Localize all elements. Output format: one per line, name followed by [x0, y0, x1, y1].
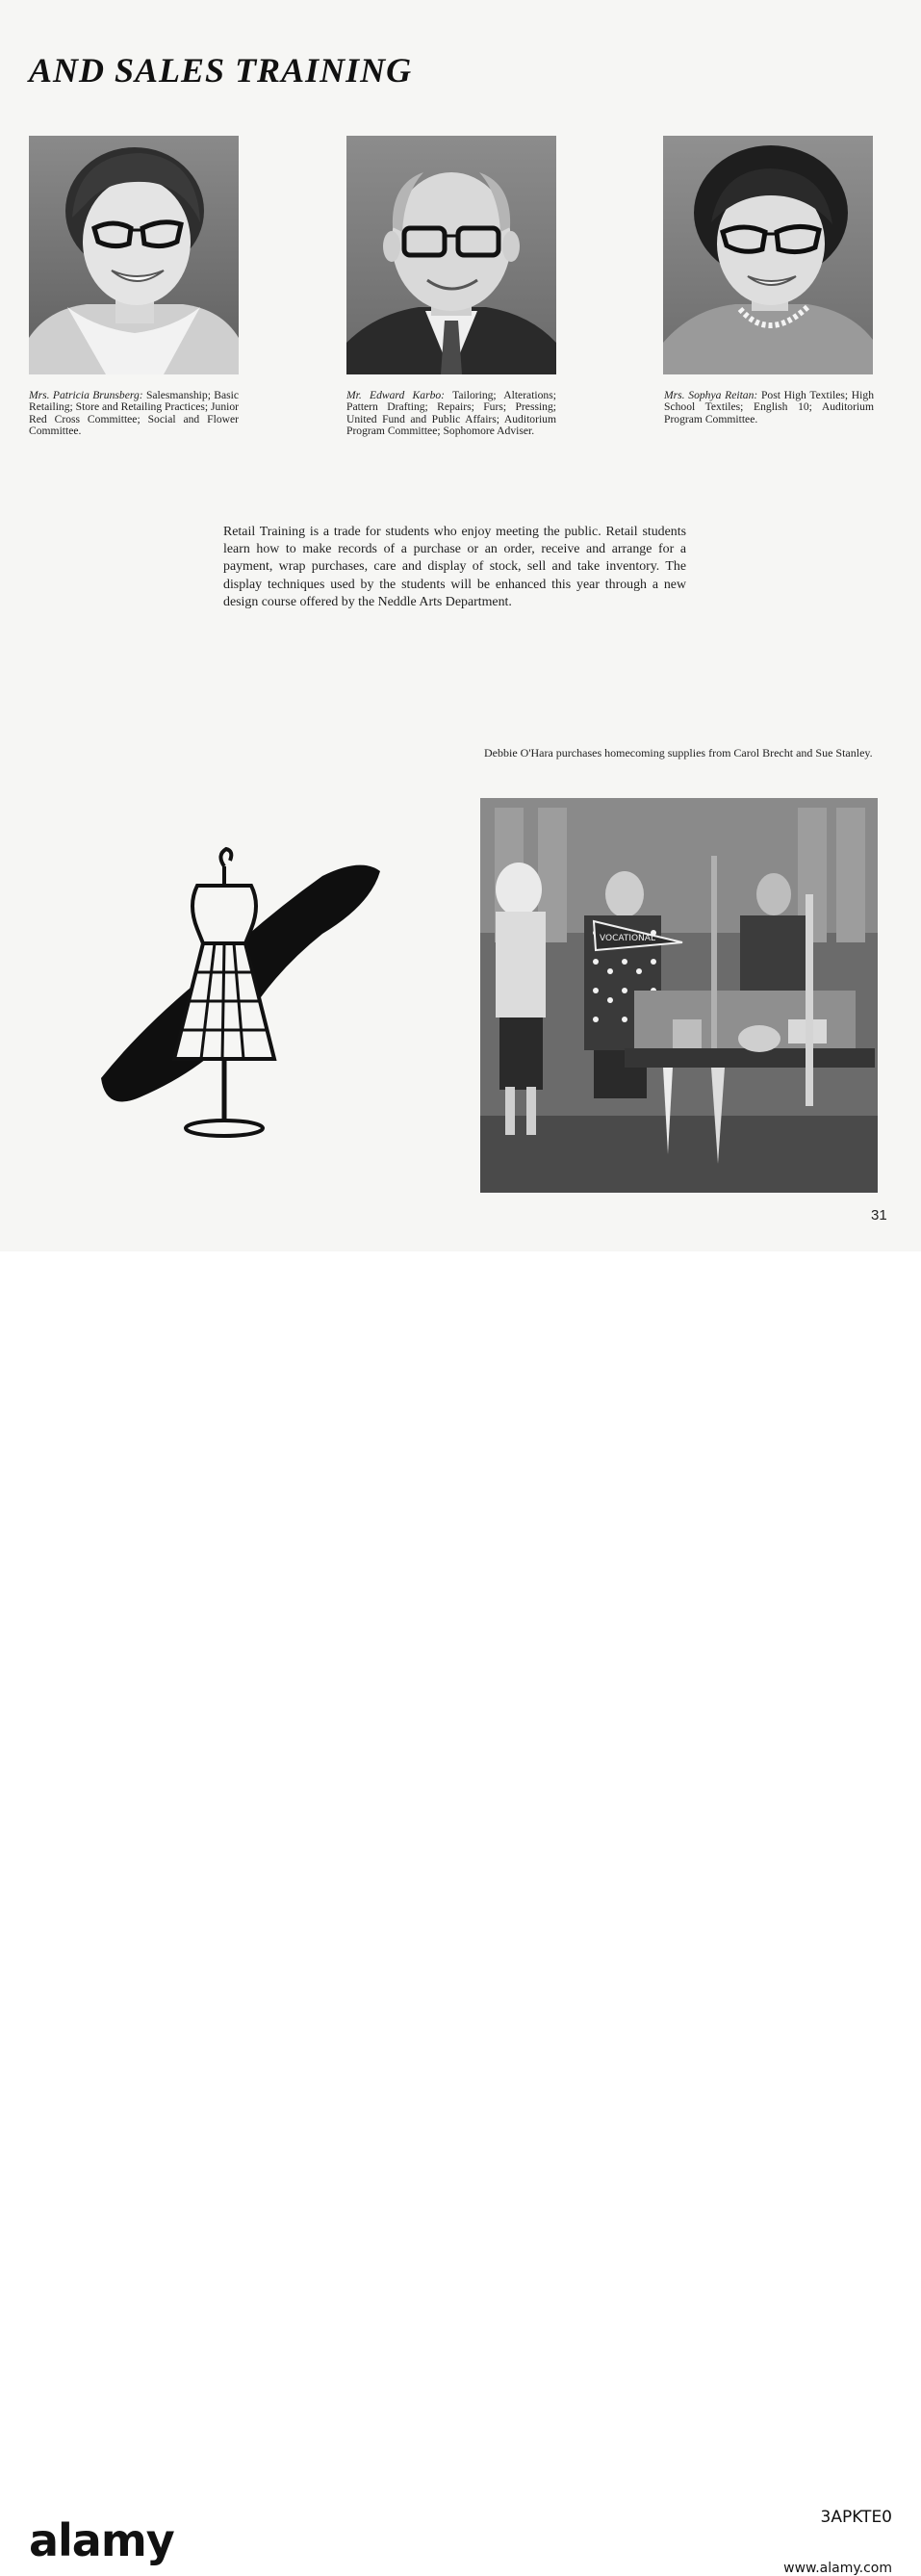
- homecoming-supplies-photo: [480, 798, 878, 1193]
- portrait-sophya-reitan: [663, 136, 873, 374]
- pennant-text: VOCATIONAL: [600, 934, 655, 943]
- yearbook-page: [0, 0, 921, 1251]
- caption-edward-karbo: [346, 390, 556, 438]
- portrait-edward-karbo: [346, 136, 556, 374]
- faculty-duties: Tailoring; Alterations; Pattern Drafting; Repairs; Furs; Pressing; United Fund and Public Affairs; Auditorium Program Committee; Sophomore Adviser.: [346, 389, 556, 438]
- caption-sophya-reitan: [664, 390, 874, 425]
- faculty-duties: Post High Textiles; High School Textiles; English 10; Auditorium Program Committee.: [664, 389, 874, 425]
- site-url: www.alamy.com: [783, 2561, 892, 2576]
- portrait-patricia-brunsberg: [29, 136, 239, 374]
- image-code: 3APKTE0: [820, 2508, 892, 2527]
- faculty-name: Mr. Edward Karbo:: [346, 389, 446, 401]
- page-title: AND SALES TRAINING: [29, 51, 413, 90]
- watermark-footer: [0, 1251, 921, 2576]
- photo-caption: Debbie O'Hara purchases homecoming supplies from Carol Brecht and Sue Stanley.: [484, 746, 873, 760]
- faculty-name: Mrs. Sophya Reitan:: [664, 389, 758, 401]
- page-number: 31: [871, 1207, 887, 1224]
- alamy-logo: alamy: [29, 2514, 174, 2566]
- faculty-name: Mrs. Patricia Brunsberg:: [29, 389, 143, 401]
- faculty-duties: Salesmanship; Basic Retailing; Store and Retailing Practices; Junior Red Cross Committee; Social and Flower Committee.: [29, 389, 239, 438]
- dress-form-illustration: [82, 837, 399, 1146]
- caption-patricia-brunsberg: [29, 390, 239, 438]
- retail-training-paragraph: Retail Training is a trade for students who enjoy meeting the public. Retail students learn how to make records of a purchase or an order, receive and arrange for a payment, wrap purchases, care and display of stock, sell and take inventory. The display techniques used by the students will be enhanced this year through a new design course offered by the Neddle Arts Department.: [223, 525, 686, 609]
